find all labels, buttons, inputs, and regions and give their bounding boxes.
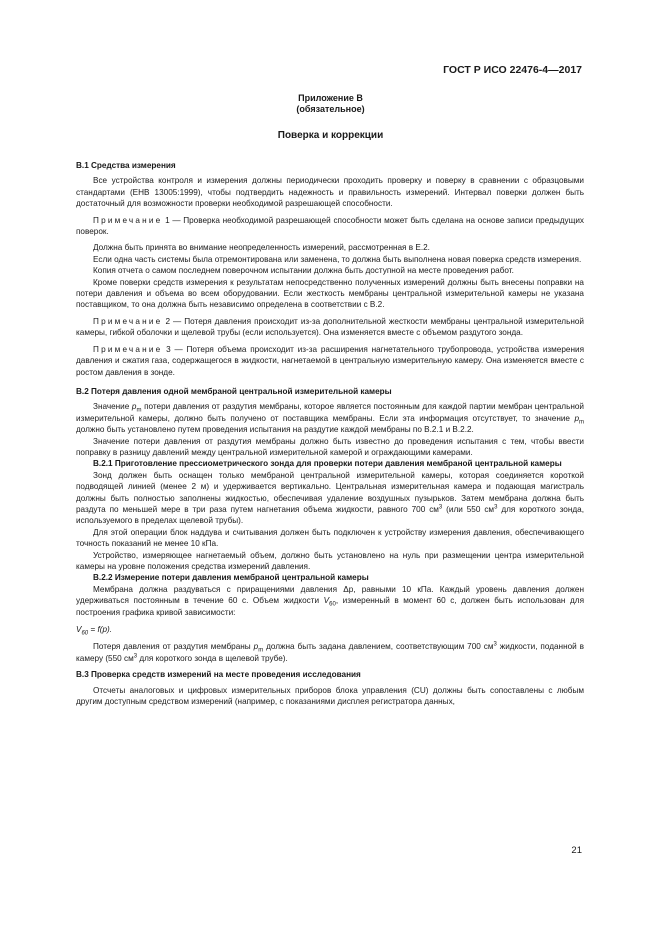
section-title-b21: В.2.1 Приготовление прессиометрического зонда для проверки потери давления мембраной центральной камеры <box>93 459 562 469</box>
paragraph: Для этой операции блок наддува и считывания должен быть подключен к устройству измерения давления, обеспечивающего точность показаний не менее 10 кПа. <box>76 527 584 549</box>
paragraph: Устройство, измеряющее нагнетаемый объем, должно быть установлено на нуль при размещении центра измерительной камеры на уровне положения средства измерений давления. <box>76 550 584 571</box>
document-body <box>76 160 584 707</box>
section-title-b22: В.2.2 Измерение потери давления мембраной центральной камеры <box>93 573 369 583</box>
note-label: Примечание <box>93 344 163 354</box>
formula: $V_{60} = f(p)$. <box>76 625 113 637</box>
paragraph: Копия отчета о самом последнем поверочном испытании должна быть доступной на месте проведения работ. <box>93 266 514 276</box>
annex-title: Приложение В <box>298 93 363 103</box>
paragraph: Все устройства контроля и измерения должны периодически проходить проверку и поверку в сравнении с образцовыми стандартами (ЕНВ 13005:1999), чтобы подтвердить надежность и правильность измерений. Интервал поверки должен быть достаточный для возможности проверки необходимой разрешающей способности. <box>76 176 584 209</box>
annex-status: (обязательное) <box>296 104 365 114</box>
annex-heading: Поверка и коррекции <box>277 130 384 141</box>
page-number: 21 <box>571 845 582 856</box>
paragraph: Отсчеты аналоговых и цифровых измерительных приборов блока управления (CU) должны быть сопоставлены с любым другим доступным средством измерений (например, с показаниями дисплея регистратора данных, <box>76 685 584 707</box>
document-header: ГОСТ Р ИСО 22476-4—2017 <box>443 64 582 76</box>
paragraph: Зонд должен быть оснащен только мембраной центральной измерительной камеры, которая соединяется короткой подводящей линией (менее 2 м) и удерживается вертикально. Центральная измерительная камера и подающая магистраль должны быть полностью заполнены жидкостью, обеспечивая удаление воздушных пузырьков. Затем мембрана должна быть раздута по меньшей мере в три раза путем нагнетания объема жидкости, равного 700 $см^3$ (или 550 $см^3$ для короткого зонда, используемого в пределах щелевой трубы). <box>76 470 584 526</box>
paragraph: Если одна часть системы была отремонтирована или заменена, то должна быть выполнена новая поверка средств измерения. <box>93 254 582 264</box>
section-title-b3: В.3 Проверка средств измерений на месте проведения исследования <box>76 670 361 680</box>
paragraph: Мембрана должна раздуваться с приращениями давления Δp, равными 10 кПа. Каждый уровень давления должен удерживаться постоянным в течение 60 с. Объем жидкости $V_{60}$, измеренный в момент 60 с, должен быть использован для построения графика кривой зависимости: <box>76 584 585 617</box>
section-title-b1: В.1 Средства измерения <box>76 161 176 170</box>
paragraph: Значение $p_m$ потери давления от раздутия мембраны, которое является постоянным для каждой партии мембран центральной измерительной камеры, должно быть получено от поставщика мембраны. Если эта информация отсутствует, то значение $p_m$ должно быть установлено путем проведения испытания на раздутие каждой мембраны по В.2.1 и В.2.2. <box>76 402 585 435</box>
note-1: Примечание 1 — Проверка необходимой разрешающей способности может быть сделана на основе записи предыдущих поверок. <box>76 215 584 237</box>
paragraph: Значение потери давления от раздутия мембраны должно быть известно до проведения испытания с тем, чтобы ввести поправку в разницу давлений между центральной измерительной камерой и ограждающими камерами. <box>76 436 584 457</box>
note-3: Примечание 3 — Потеря объема происходит из-за расширения нагнетательного трубопровода, устройства измерения давления и сжатия газа, содержащегося в жидкости, нагнетаемой в центральную измерительную камеру. Она изменяется вместе с ростом давления в зонде. <box>76 344 584 377</box>
note-label: Примечание <box>93 215 163 225</box>
paragraph: Потеря давления от раздутия мембраны $p_m$ должна быть задана давлением, соответствующим 700 $см^3$ жидкости, поданной в камеру (550 $см^3$ для короткого зонда в щелевой трубе). <box>76 641 584 663</box>
paragraph: Кроме поверки средств измерения к результатам непосредственно полученных измерений должны быть внесены поправки на потери давления и объема во всем оборудовании. Если жесткость мембраны центральной измерительной камеры не указана поставщиком, то она должна быть независимо определена в соответствии с В.2. <box>76 277 584 310</box>
section-title-b2: В.2 Потеря давления одной мембраной центральной измерительной камеры <box>76 386 392 396</box>
note-label: Примечание <box>93 316 163 326</box>
paragraph: Должна быть принята во внимание неопределенность измерений, рассмотренная в Е.2. <box>93 243 430 253</box>
note-2: Примечание 2 — Потеря давления происходит из-за дополнительной жесткости мембраны центральной измерительной камеры, гибкой оболочки и щелевой трубы (если используется). Она изменяется вместе с объемом раздутого зонда. <box>76 316 584 338</box>
